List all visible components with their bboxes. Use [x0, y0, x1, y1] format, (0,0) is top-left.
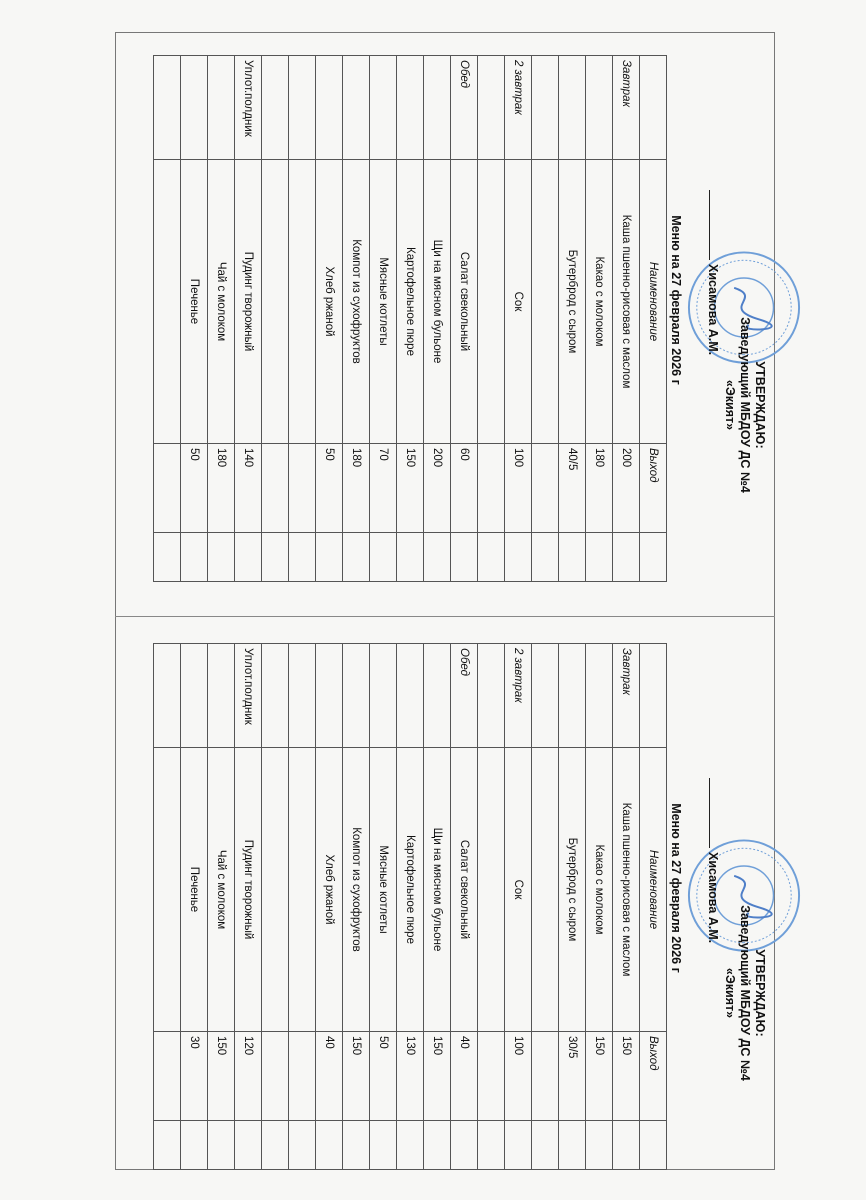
dish-cell: Картофельное пюре [397, 160, 424, 444]
meal-cell [208, 56, 235, 160]
dish-cell [262, 160, 289, 444]
meal-cell [289, 56, 316, 160]
table-row [208, 644, 235, 1170]
blank-cell [559, 1121, 586, 1170]
output-cell: 140 [235, 444, 262, 533]
table-row [478, 644, 505, 1170]
output-cell [532, 444, 559, 533]
menu-date: Меню на 27 февраля 2026 г [669, 803, 683, 973]
output-cell: 200 [424, 444, 451, 533]
dish-cell: Пудинг творожный [235, 748, 262, 1032]
approve-title: УТВЕРЖДАЮ: [753, 361, 767, 449]
menu-table [153, 643, 667, 1170]
dish-cell: Чай с молоком [208, 748, 235, 1032]
output-cell: 70 [370, 444, 397, 533]
output-cell [262, 1032, 289, 1121]
dish-cell [478, 748, 505, 1032]
table-row [505, 644, 532, 1170]
blank-cell [424, 1121, 451, 1170]
blank-cell [208, 533, 235, 582]
output-cell: 180 [586, 444, 613, 533]
dish-cell: Чай с молоком [208, 160, 235, 444]
blank-cell [370, 533, 397, 582]
header-blank-cell [640, 533, 667, 582]
blank-cell [289, 533, 316, 582]
meal-cell: 2 завтрак [505, 644, 532, 748]
blank-cell [397, 1121, 424, 1170]
table-row [397, 56, 424, 582]
meal-cell [559, 644, 586, 748]
table-row [424, 644, 451, 1170]
output-cell: 150 [343, 1032, 370, 1121]
dish-cell: Пудинг творожный [235, 160, 262, 444]
table-row [559, 56, 586, 582]
table-header-row [640, 56, 667, 582]
meal-cell: Завтрак [613, 56, 640, 160]
dish-cell: Бутерброд с сыром [559, 160, 586, 444]
meal-cell [424, 56, 451, 160]
blank-cell [451, 1121, 478, 1170]
blank-cell [370, 1121, 397, 1170]
blank-cell [208, 1121, 235, 1170]
blank-cell [316, 1121, 343, 1170]
meal-cell [343, 56, 370, 160]
blank-cell [613, 1121, 640, 1170]
meal-cell: 2 завтрак [505, 56, 532, 160]
output-cell: 100 [505, 1032, 532, 1121]
output-cell: 130 [397, 1032, 424, 1121]
table-row [451, 56, 478, 582]
blank-cell [235, 533, 262, 582]
output-cell: 150 [613, 1032, 640, 1121]
meal-cell [478, 644, 505, 748]
table-row [505, 56, 532, 582]
dish-cell [154, 160, 181, 444]
table-row [235, 56, 262, 582]
dish-cell [532, 748, 559, 1032]
approval-header [655, 628, 775, 1148]
blank-cell [586, 533, 613, 582]
blank-cell [262, 1121, 289, 1170]
meal-cell: Обед [451, 644, 478, 748]
meal-cell [154, 644, 181, 748]
table-row [316, 56, 343, 582]
output-cell: 150 [397, 444, 424, 533]
table-row [343, 56, 370, 582]
meal-cell [586, 644, 613, 748]
table-row [262, 56, 289, 582]
blank-cell [613, 533, 640, 582]
meal-cell [262, 56, 289, 160]
meal-cell [154, 56, 181, 160]
blank-cell [532, 1121, 559, 1170]
blank-cell [586, 1121, 613, 1170]
signatory-name: Хисамова А.М. [706, 264, 720, 356]
output-cell [154, 1032, 181, 1121]
output-cell: 50 [370, 1032, 397, 1121]
meal-cell [262, 644, 289, 748]
output-cell: 150 [424, 1032, 451, 1121]
blank-cell [154, 533, 181, 582]
blank-cell [478, 1121, 505, 1170]
table-row [370, 644, 397, 1170]
dish-cell: Печенье [181, 160, 208, 444]
dish-cell: Салат свекольный [451, 160, 478, 444]
table-row [586, 56, 613, 582]
signatory-name: Хисамова А.М. [706, 852, 720, 944]
header-output: Выход [640, 1032, 667, 1121]
menu-panel-younger [115, 628, 775, 1148]
meal-cell [586, 56, 613, 160]
table-row [235, 644, 262, 1170]
blank-cell [532, 533, 559, 582]
table-row [586, 644, 613, 1170]
output-cell [532, 1032, 559, 1121]
menu-date: Меню на 27 февраля 2026 г [669, 215, 683, 385]
meal-cell: Уплот.полдник [235, 644, 262, 748]
dish-cell: Компот из сухофруктов [343, 748, 370, 1032]
dish-cell: Сок [505, 748, 532, 1032]
meal-cell [289, 644, 316, 748]
table-row [532, 56, 559, 582]
meal-cell [316, 56, 343, 160]
signature-line [706, 778, 720, 943]
meal-cell [532, 56, 559, 160]
output-cell: 50 [316, 444, 343, 533]
dish-cell: Салат свекольный [451, 748, 478, 1032]
approval-header [655, 40, 775, 560]
output-cell: 100 [505, 444, 532, 533]
table-row [154, 644, 181, 1170]
meal-cell [397, 644, 424, 748]
output-cell [154, 444, 181, 533]
meal-cell [181, 644, 208, 748]
meal-cell [181, 56, 208, 160]
dish-cell: Щи на мясном бульоне [424, 748, 451, 1032]
dish-cell: Картофельное пюре [397, 748, 424, 1032]
table-row [559, 644, 586, 1170]
signature-blank [709, 190, 710, 260]
blank-cell [154, 1121, 181, 1170]
table-row [532, 644, 559, 1170]
table-row [397, 644, 424, 1170]
header-dish: Наименование [640, 748, 667, 1032]
dish-cell [478, 160, 505, 444]
meal-cell [424, 644, 451, 748]
meal-cell: Обед [451, 56, 478, 160]
output-cell: 30 [181, 1032, 208, 1121]
approve-org-name: «Экият» [723, 379, 737, 431]
approval-block [722, 275, 767, 535]
output-cell: 150 [586, 1032, 613, 1121]
approve-org: Заведующий МБДОУ ДС №4 [738, 317, 752, 493]
blank-cell [424, 533, 451, 582]
output-cell [262, 444, 289, 533]
blank-cell [262, 533, 289, 582]
dish-cell [532, 160, 559, 444]
dish-cell: Печенье [181, 748, 208, 1032]
table-row [289, 56, 316, 582]
meal-cell [559, 56, 586, 160]
dish-cell [289, 160, 316, 444]
dish-cell: Каша пшенно-рисовая с маслом [613, 748, 640, 1032]
table-row [181, 56, 208, 582]
output-cell: 200 [613, 444, 640, 533]
dish-cell [262, 748, 289, 1032]
dish-cell: Мясные котлеты [370, 748, 397, 1032]
menu-table [153, 55, 667, 582]
meal-cell [532, 644, 559, 748]
dish-cell [289, 748, 316, 1032]
output-cell: 50 [181, 444, 208, 533]
signature-blank [709, 778, 710, 848]
blank-cell [181, 1121, 208, 1170]
approve-org: Заведующий МБДОУ ДС №4 [738, 905, 752, 1081]
table-row [613, 644, 640, 1170]
table-row [451, 644, 478, 1170]
output-cell [289, 444, 316, 533]
dish-cell: Какао с молоком [586, 748, 613, 1032]
meal-cell [316, 644, 343, 748]
meal-cell [478, 56, 505, 160]
output-cell [478, 1032, 505, 1121]
menu-panel-older [115, 40, 775, 560]
table-row [478, 56, 505, 582]
blank-cell [451, 533, 478, 582]
table-row [370, 56, 397, 582]
output-cell: 180 [208, 444, 235, 533]
output-cell: 40 [316, 1032, 343, 1121]
output-cell: 150 [208, 1032, 235, 1121]
blank-cell [397, 533, 424, 582]
output-cell: 60 [451, 444, 478, 533]
blank-cell [478, 533, 505, 582]
meal-cell [370, 644, 397, 748]
meal-cell [208, 644, 235, 748]
blank-cell [343, 533, 370, 582]
meal-cell [397, 56, 424, 160]
meal-cell [343, 644, 370, 748]
dish-cell [154, 748, 181, 1032]
dish-cell: Хлеб ржаной [316, 748, 343, 1032]
approve-title: УТВЕРЖДАЮ: [753, 949, 767, 1037]
blank-cell [505, 533, 532, 582]
table-row [316, 644, 343, 1170]
table-row [289, 644, 316, 1170]
output-cell: 120 [235, 1032, 262, 1121]
output-cell: 30/5 [559, 1032, 586, 1121]
approve-org-name: «Экият» [723, 967, 737, 1019]
signature-line [706, 190, 720, 355]
dish-cell: Щи на мясном бульоне [424, 160, 451, 444]
header-meal-cell [640, 644, 667, 748]
blank-cell [289, 1121, 316, 1170]
page-divider [115, 616, 775, 617]
dish-cell: Бутерброд с сыром [559, 748, 586, 1032]
dish-cell: Каша пшенно-рисовая с маслом [613, 160, 640, 444]
table-row [154, 56, 181, 582]
table-header-row [640, 644, 667, 1170]
table-row [208, 56, 235, 582]
blank-cell [316, 533, 343, 582]
output-cell: 40 [451, 1032, 478, 1121]
dish-cell: Мясные котлеты [370, 160, 397, 444]
table-row [262, 644, 289, 1170]
blank-cell [559, 533, 586, 582]
table-row [343, 644, 370, 1170]
blank-cell [505, 1121, 532, 1170]
table-row [181, 644, 208, 1170]
output-cell [478, 444, 505, 533]
dish-cell: Компот из сухофруктов [343, 160, 370, 444]
output-cell: 40/5 [559, 444, 586, 533]
meal-cell [370, 56, 397, 160]
meal-cell: Завтрак [613, 644, 640, 748]
output-cell: 180 [343, 444, 370, 533]
dish-cell: Какао с молоком [586, 160, 613, 444]
meal-cell: Уплот.полдник [235, 56, 262, 160]
blank-cell [343, 1121, 370, 1170]
header-meal-cell [640, 56, 667, 160]
header-blank-cell [640, 1121, 667, 1170]
approval-block [722, 863, 767, 1123]
header-dish: Наименование [640, 160, 667, 444]
dish-cell: Хлеб ржаной [316, 160, 343, 444]
blank-cell [235, 1121, 262, 1170]
dish-cell: Сок [505, 160, 532, 444]
blank-cell [181, 533, 208, 582]
header-output: Выход [640, 444, 667, 533]
output-cell [289, 1032, 316, 1121]
table-row [613, 56, 640, 582]
table-row [424, 56, 451, 582]
